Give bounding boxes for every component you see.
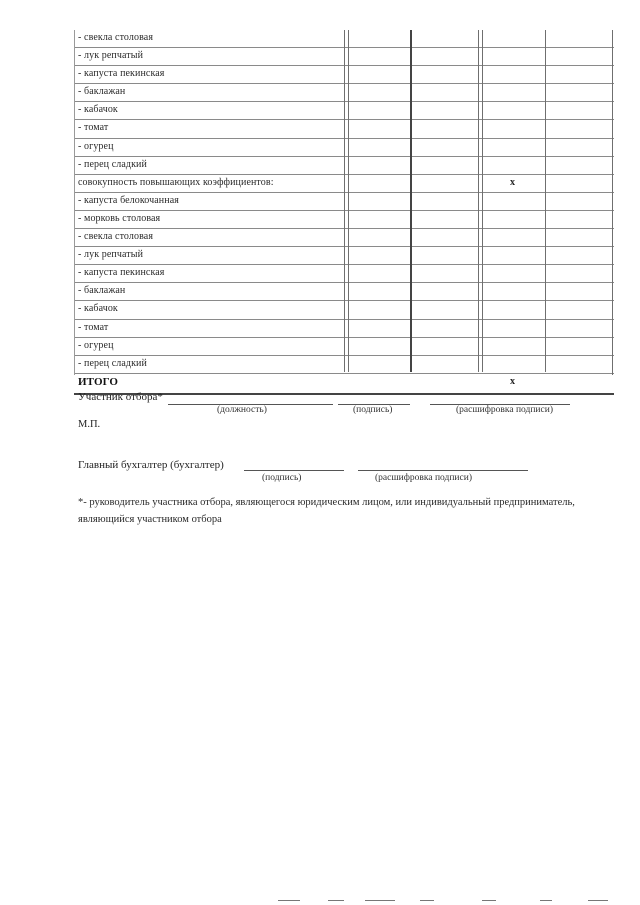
table-left-border [74,30,75,375]
row-label: - огурец [78,140,114,152]
table-column-divider [348,30,349,372]
row-label: совокупность повышающих коэффициентов: [78,176,274,188]
scan-artifact [540,900,552,901]
participant-label: Участник отбора* [78,391,163,403]
row-label: - свекла столовая [78,231,154,243]
row-label: - лук репчатый [78,249,144,261]
scan-artifact [278,900,300,901]
accountant-label: Главный бухгалтер (бухгалтер) [78,459,224,471]
stamp-label: М.П. [78,419,101,430]
accountant-decoding-line [358,470,528,471]
row-label: - перец сладкий [78,158,147,170]
row-label: - томат [78,321,109,333]
x-mark: x [510,375,515,387]
participant-position-caption: (должность) [217,405,267,415]
accountant-signature-caption: (подпись) [262,473,302,483]
row-label: - кабачок [78,303,118,315]
row-label: - баклажан [78,86,126,98]
row-label: - капуста пекинская [78,68,165,80]
scan-artifact [588,900,608,901]
row-label: - кабачок [78,104,118,116]
scan-artifact [420,900,434,901]
accountant-signature-line [244,470,344,471]
table-column-divider [478,30,479,372]
accountant-decoding-caption: (расшифровка подписи) [375,473,472,483]
table-right-border [612,30,613,375]
row-label: - морковь столовая [78,212,161,224]
footnote-text: *- руководитель участника отбора, являющегося юридическим лицом, или индивидуальный предприниматель, являющийся участником отбора [78,497,575,525]
x-mark: x [510,176,515,188]
scan-artifact [328,900,344,901]
row-label: - свекла столовая [78,32,154,43]
row-label: - огурец [78,339,114,351]
table-column-divider [410,30,412,372]
row-label: - перец сладкий [78,357,147,369]
row-label: - капуста белокочанная [78,194,179,206]
scan-artifact [482,900,496,901]
row-label: - лук репчатый [78,50,144,62]
table-column-divider [482,30,483,372]
participant-signature-caption: (подпись) [353,405,393,415]
row-label: - баклажан [78,285,126,297]
scan-artifact [365,900,395,901]
participant-decoding-caption: (расшифровка подписи) [456,405,553,415]
row-label: - капуста пекинская [78,267,165,279]
table-column-divider [545,30,546,372]
row-label: - томат [78,122,109,134]
total-row-label: ИТОГО [78,375,119,388]
table-column-divider [344,30,345,372]
